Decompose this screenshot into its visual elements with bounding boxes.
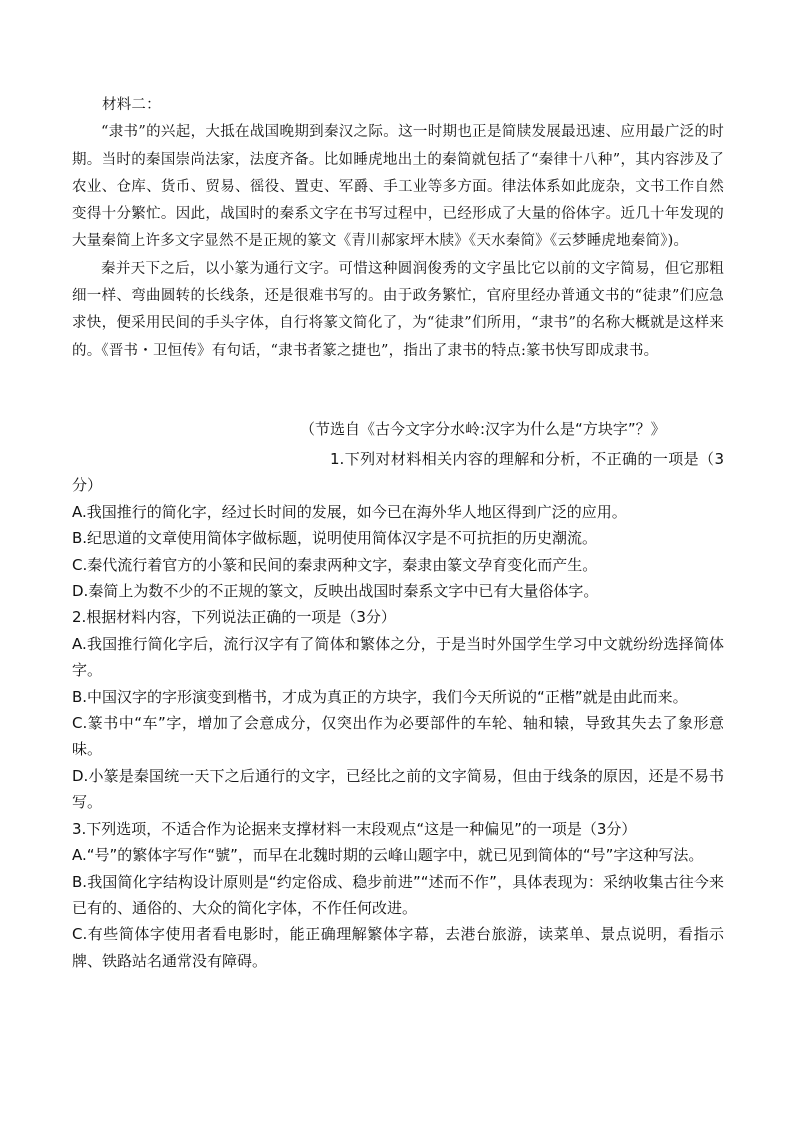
question-2-stem: 2.根据材料内容，下列说法正确的一项是（3分） [72,608,396,627]
question-3-stem: 3.下列选项，不适合作为论据来支撑材料一末段观点“这是一种偏见”的一项是（3分） [72,819,637,838]
question-1-option-a: A.我国推行的简化字，经过长时间的发展，如今已在海外华人地区得到广泛的应用。 [72,502,627,521]
questions-section [72,446,724,974]
question-1-stem: 1.下列对材料相关内容的理解和分析，不正确的一项是（3分） [72,450,724,495]
question-1-option-c: C.秦代流行着官方的小篆和民间的秦隶两种文字，秦隶由篆文孕育变化而产生。 [72,555,598,574]
question-3-option-b: B.我国简化字结构设计原则是“约定俗成、稳步前进”“述而不作”，具体表现为：采纳收集古往今来已有的、通俗的、大众的简化字体，不作任何改进。 [72,872,724,917]
material-two-section [72,92,724,365]
material-paragraph-1: “隶书”的兴起，大抵在战国晚期到秦汉之际。这一时期也正是简牍发展最迅速、应用最广泛的时期。当时的秦国崇尚法家，法度齐备。比如睡虎地出土的秦简就包括了“秦律十八种”，其内容涉及了农业、仓库、货币、贸易、徭役、置吏、军爵、手工业等多方面。律法体系如此庞杂，文书工作自然变得十分繁忙。因此，战国时的秦系文字在书写过程中，已经形成了大量的俗体字。近几十年发现的大量秦简上许多文字显然不是正规的篆文《青川郝家坪木牍》《天水秦简》《云梦睡虎地秦简》)。 [72,124,724,250]
question-2-option-c: C.篆书中“车”字，增加了会意成分，仅突出作为必要部件的车轮、轴和辕，导致其失去了象形意味。 [72,714,724,759]
question-1-option-b: B.纪思道的文章使用简体字做标题，说明使用简体汉字是不可抗拒的历史潮流。 [72,529,598,548]
question-3-option-a: A.“号”的繁体字写作“號”，而早在北魏时期的云峰山题字中，就已见到简体的“号”字这种写法。 [72,846,704,865]
question-1-option-d: D.秦简上为数不少的不正规的篆文，反映出战国时秦系文字中已有大量俗体字。 [72,582,599,601]
material-paragraph-2: 秦并天下之后，以小篆为通行文字。可惜这种圆润俊秀的文字虽比它以前的文字简易，但它那粗细一样、弯曲圆转的长线条，还是很难书写的。由于政务繁忙，官府里经办普通文书的“徒隶”们应急求快，便采用民间的手头字体，自行将篆文简化了，为“徒隶”们所用，“隶书”的名称大概就是这样来的。《晋书・卫恒传》有句话，“隶书者篆之捷也”，指出了隶书的特点:篆书快写即成隶书。 [72,260,724,359]
material-heading: 材料二： [102,97,161,113]
source-citation: （节选自《古今文字分水岭:汉字为什么是“方块字”？》 [300,420,666,438]
question-2-option-d: D.小篆是秦国统一天下之后通行的文字，已经比之前的文字简易，但由于线条的原因，还是不易书写。 [72,766,724,812]
question-3-option-c: C.有些简体字使用者看电影时，能正确理解繁体字幕，去港台旅游，读菜单、景点说明，看指示牌、铁路站名通常没有障碍。 [72,925,724,970]
question-2-option-a: A.我国推行简化字后，流行汉字有了简体和繁体之分，于是当时外国学生学习中文就纷纷选择简体字。 [72,634,724,680]
question-2-option-b: B.中国汉字的字形演变到楷书，才成为真正的方块字，我们今天所说的“正楷”就是由此而来。 [72,687,688,706]
